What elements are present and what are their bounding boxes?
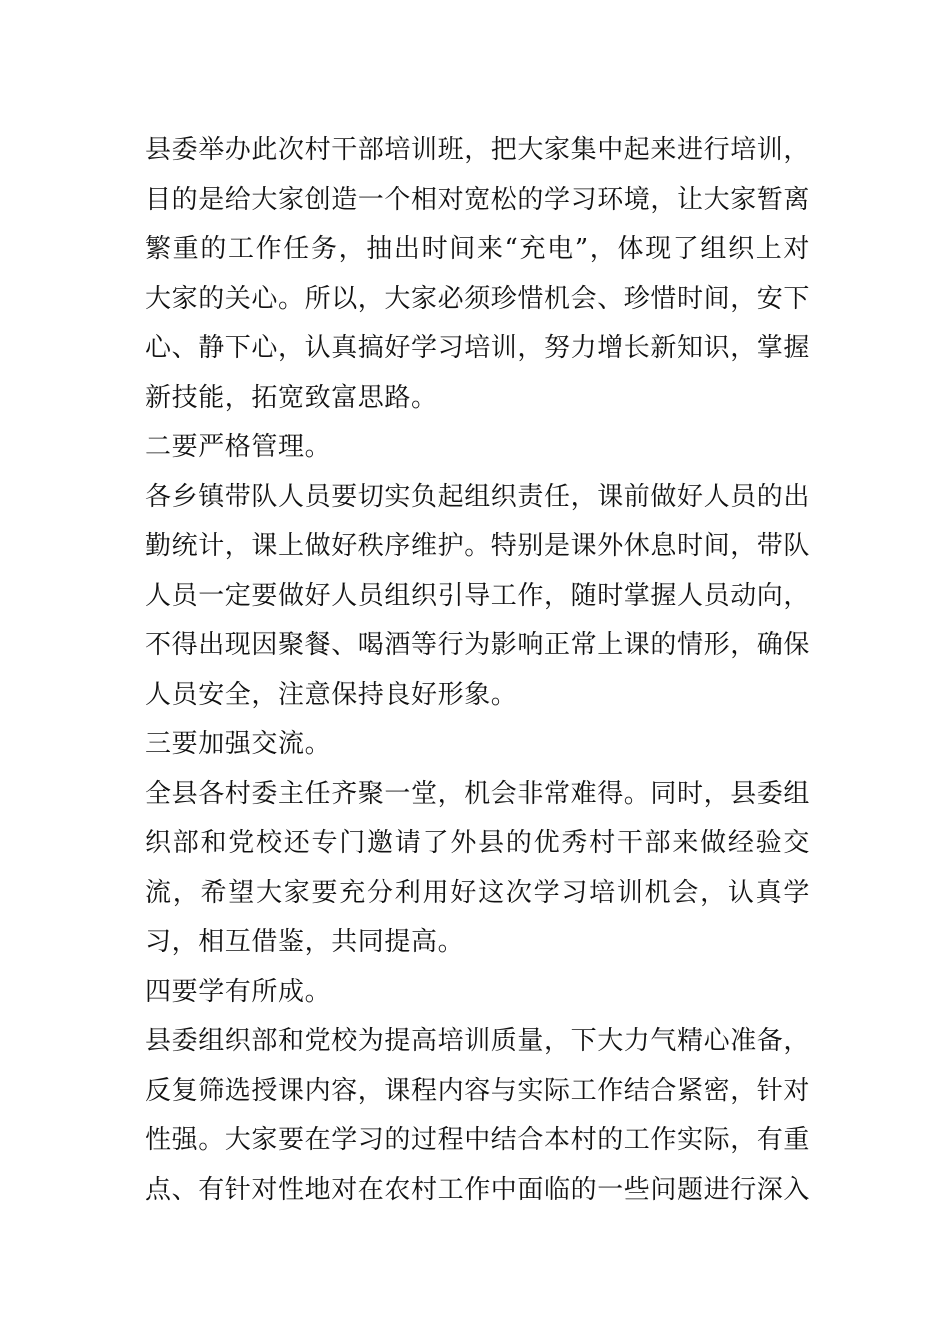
heading-strengthen-exchange: 三要加强交流。 [145, 729, 332, 759]
document-body [145, 126, 810, 1215]
paragraph-training-purpose: 县委举办此次村干部培训班，把大家集中起来进行培训，目的是给大家创造一个相对宽松的学习环境，让大家暂离繁重的工作任务，抽出时间来“充电”，体现了组织上对大家的关心。所以，大家必须珍惜机会、珍惜时间，安下心、静下心，认真搞好学习培训，努力增长新知识，掌握新技能，拓宽致富思路。 [145, 135, 811, 413]
heading-learn-achievements: 四要学有所成。 [145, 976, 332, 1007]
paragraph-strict-management: 各乡镇带队人员要切实负起组织责任，课前做好人员的出勤统计，课上做好秩序维护。特别是课外休息时间，带队人员一定要做好人员组织引导工作，随时掌握人员动向，不得出现因聚餐、喝酒等行为影响正常上课的情形，确保人员安全，注意保持良好形象。 [145, 481, 811, 710]
heading-strict-management: 二要严格管理。 [145, 432, 332, 462]
paragraph-learn-achievements: 县委组织部和党校为提高培训质量，下大力气精心准备，反复筛选授课内容，课程内容与实际工作结合紧密，针对性强。大家要在学习的过程中结合本村的工作实际，有重点、有针对性地对在农村工作中面临的一些问题进行深入 [145, 1026, 811, 1205]
paragraph-strengthen-exchange: 全县各村委主任齐聚一堂，机会非常难得。同时，县委组织部和党校还专门邀请了外县的优秀村干部来做经验交流，希望大家要充分利用好这次学习培训机会，认真学习，相互借鉴，共同提高。 [145, 778, 811, 957]
